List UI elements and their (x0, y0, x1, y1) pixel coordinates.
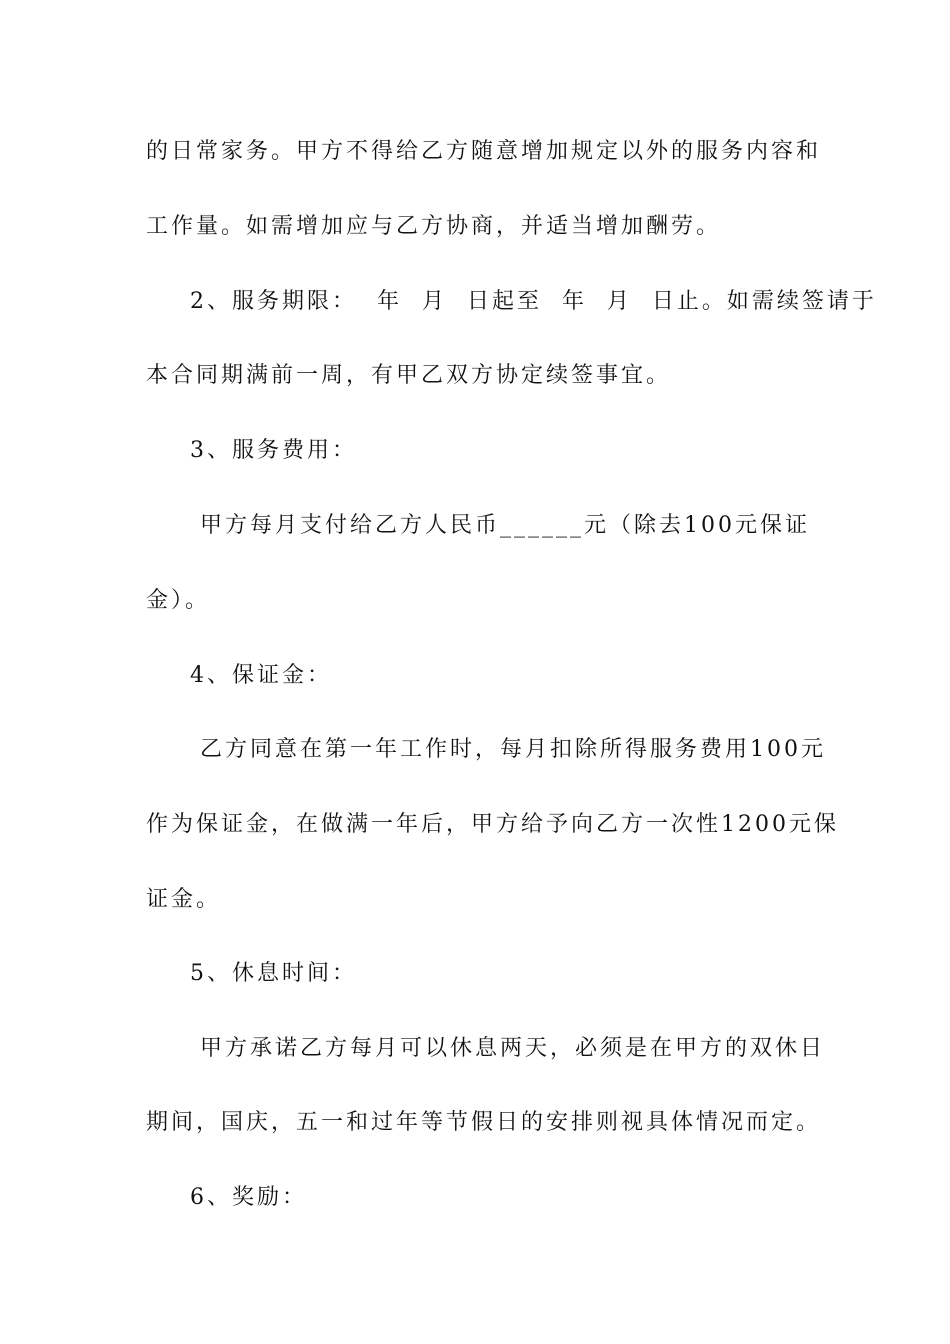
section-heading: 3、服务费用： (190, 438, 357, 463)
section-heading: 6、奖励： (190, 1185, 307, 1210)
text-line: 甲方每月支付给乙方人民币______元（除去100元保证 (200, 513, 810, 538)
text-line: 作为保证金，在做满一年后，甲方给予向乙方一次性1200元保 (146, 812, 839, 837)
section-heading: 4、保证金： (190, 663, 332, 688)
text-line: 证金。 (146, 887, 222, 912)
text-line: 乙方同意在第一年工作时，每月扣除所得服务费用100元 (200, 737, 826, 762)
text-line: 期间，国庆，五一和过年等节假日的安排则视具体情况而定。 (146, 1110, 822, 1135)
section-heading: 5、休息时间： (190, 961, 357, 986)
text-line: 甲方承诺乙方每月可以休息两天，必须是在甲方的双休日 (200, 1036, 826, 1061)
text-line: 本合同期满前一周，有甲乙双方协定续签事宜。 (146, 363, 672, 388)
text-line: 金）。 (146, 588, 211, 613)
text-line: 工作量。如需增加应与乙方协商，并适当增加酬劳。 (146, 214, 722, 239)
text-line: 的日常家务。甲方不得给乙方随意增加规定以外的服务内容和 (146, 139, 822, 164)
section-heading: 2、服务期限： 年 月 日起至 年 月 日止。如需续签请于 (190, 289, 877, 314)
